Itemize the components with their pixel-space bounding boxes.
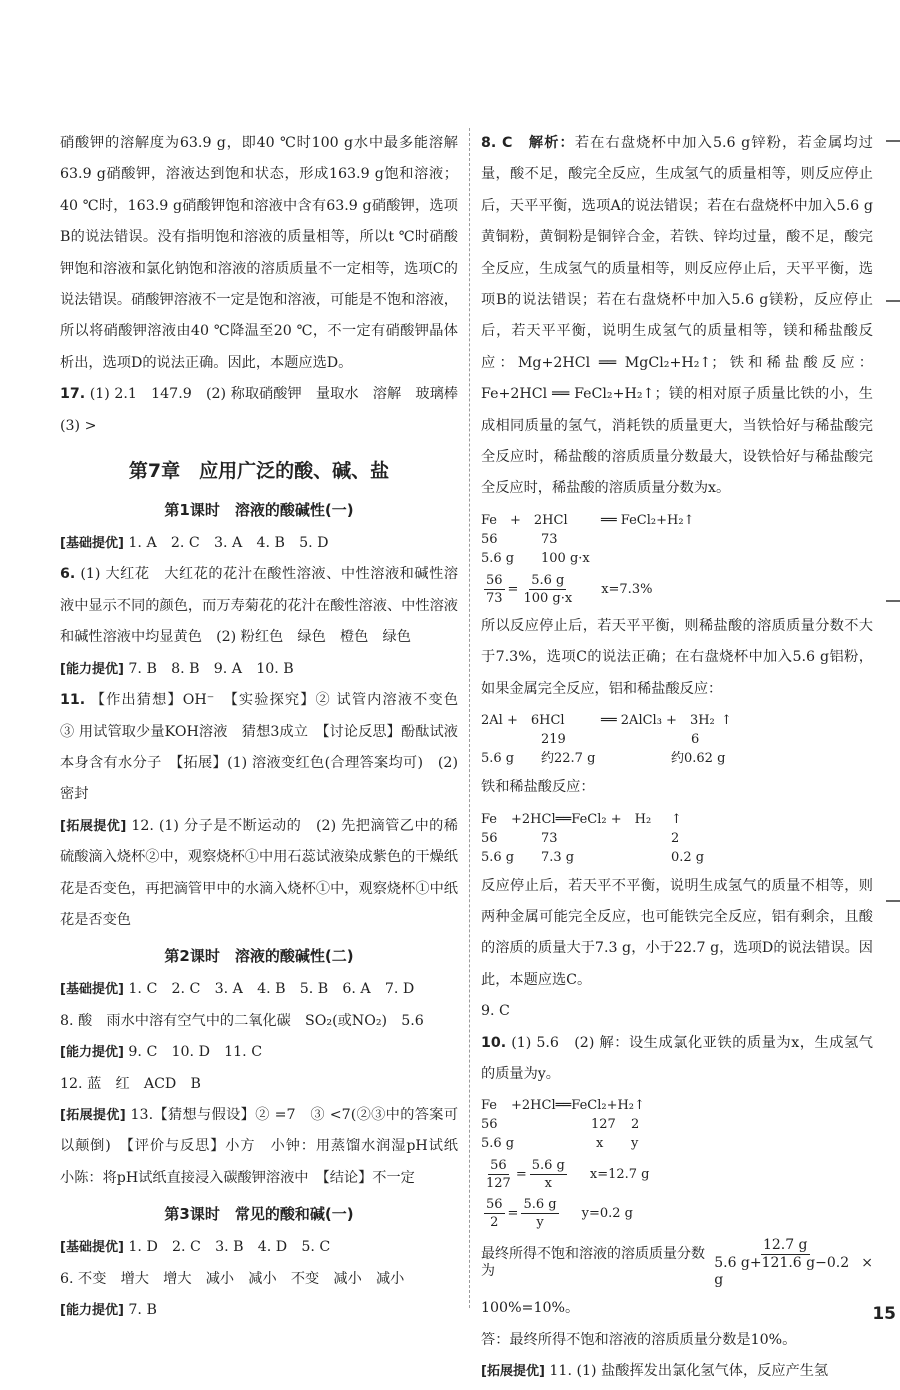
answer-line — [481, 1356, 873, 1387]
equation-block — [481, 511, 873, 568]
left-column — [60, 128, 473, 1326]
answer-text: 1. C 2. C 3. A 4. B 5. B 6. A 7. D — [128, 981, 415, 998]
equation-text: ↑ — [721, 713, 732, 729]
proportion-equation: $\frac{56}{2}$ = $\frac{5.6 g}{y}$ y=0.2 g — [486, 1197, 633, 1231]
equation-text: 约22.7 g — [541, 751, 596, 767]
lesson-title: 第2课时 溶液的酸碱性(二) — [164, 947, 354, 966]
answer-line: 答：最终所得不饱和溶液的溶质质量分数是10%。 — [481, 1331, 797, 1348]
answer-line: 9. C — [481, 1003, 510, 1020]
section-tag: [拓展提优] — [60, 818, 127, 834]
equation-text: ══ 2AlCl₃ + 3H₂ — [601, 713, 715, 729]
equation-text: 5.6 g — [481, 550, 515, 566]
calc-text: 最终所得不饱和溶液的溶质质量分数为 — [481, 1246, 705, 1280]
equation-text: 56 — [481, 1117, 498, 1133]
answer-line — [60, 1037, 458, 1068]
equation-text: Fe — [481, 1098, 498, 1114]
denominator: 73 — [486, 590, 503, 606]
numerator: 56 — [486, 572, 503, 588]
answer-line: 12. 蓝 红 ACD B — [60, 1075, 201, 1092]
answer-text: 7. B 8. B 9. A 10. B — [128, 660, 294, 677]
section-tag: [基础提优] — [60, 536, 124, 552]
numerator: 5.6 g — [531, 1158, 565, 1174]
equation-text: 6 — [691, 732, 700, 748]
question-17 — [60, 379, 473, 442]
answer-line: 8. 酸 雨水中溶有空气中的二氧化碳 SO₂(或NO₂) 5.6 — [60, 1012, 424, 1029]
answer-line — [60, 974, 458, 1005]
answer-text: 1. D 2. C 3. B 4. D 5. C — [128, 1239, 331, 1256]
equation-text: Fe + 2HCl — [481, 512, 568, 528]
equation-block — [481, 1096, 873, 1153]
section-tag: [基础提优] — [60, 982, 124, 998]
fraction — [484, 572, 505, 607]
answer-text: 【作出猜想】OH⁻ 【实验探究】② 试管内溶液不变色 ③ 用试管取少量KOH溶液 猜想3成立 【讨论反思】酚酞试液本身含有水分子 【拓展】(1) 溶液变红色(合理答案均可) (2) 密封 — [60, 692, 473, 803]
question-6 — [60, 559, 458, 653]
question-number: 17. — [60, 386, 86, 403]
numerator: 12.7 g — [762, 1237, 808, 1254]
lesson-title: 第3课时 常见的酸和碱(一) — [164, 1205, 354, 1224]
equation-text: 5.6 g — [481, 751, 515, 767]
fraction — [484, 1196, 505, 1231]
fraction — [521, 1196, 558, 1231]
paragraph: 硝酸钾的溶解度为63.9 g，即40 ℃时100 g水中最多能溶解63.9 g硝酸钾，溶液达到饱和状态，形成163.9 g饱和溶液；40 ℃时，163.9 g硝酸钾饱和溶液中含有63.9 g硝酸钾，选项B的说法错误。没有指明饱和溶液的质量相等，所以t ℃时硝酸钾饱和溶液和氯化钠饱和溶液的溶质质量不一定相等，选项C的说法错误。硝酸钾溶液不一定是饱和溶液，可能是不饱和溶液，所以将硝酸钾溶液由40 ℃降温至20 ℃，不一定有硝酸钾晶体析出，选项D的说法正确。因此，本题应选D。 — [60, 135, 458, 371]
paragraph: 所以反应停止后，若天平平衡，则稀盐酸的溶质质量分数不大于7.3%，选项C的说法正确；在右盘烧杯中加入5.6 g铝粉，如果金属完全反应，铝和稀盐酸反应： — [481, 617, 873, 697]
right-column — [481, 128, 873, 1388]
equation-result: y=0.2 g — [581, 1206, 633, 1222]
answer-text: 9. C 10. D 11. C — [128, 1044, 263, 1061]
equation-text: 56 — [481, 531, 498, 547]
answer-text: 若在右盘烧杯中加入5.6 g锌粉，若金属均过量，酸不足，酸完全反应，生成氢气的质量相等，则反应停止后，天平平衡，选项A的说法错误；若在右盘烧杯中加入5.6 g黄铜粉，黄铜粉是铜锌合金，若铁、锌均过量，酸不足，酸完全反应，生成氢气的质量相等，则反应停止后，天平平衡，选项B的说法错误；若在右盘烧杯中加入5.6 g镁粉，反应停止后，若天平平衡，说明生成氢气的质量相等，镁和稀盐酸反应：Mg+2HCl ══ MgCl₂+H₂↑；铁和稀盐酸反应：Fe+2HCl ══ FeCl₂+H₂↑；镁的相对原子质量比铁的小，生成相同质量的氢气，消耗铁的质量更大，当铁恰好与稀盐酸完全反应时，稀盐酸的溶质质量分数最大，设铁恰好与稀盐酸完全反应时，稀盐酸的溶质质量分数为x。 — [481, 135, 873, 497]
paragraph: 反应停止后，若天平不平衡，说明生成氢气的质量不相等，则两种金属可能完全反应，也可能铁完全反应，铝有剩余，且酸的溶质的质量大于7.3 g，小于22.7 g，选项D的说法错误。因此，本题应选C。 — [481, 877, 873, 988]
equation-result: x=12.7 g — [589, 1167, 650, 1183]
equation-text: +2HCl══FeCl₂+H₂↑ — [511, 1098, 645, 1114]
denominator: 2 — [490, 1215, 499, 1231]
question-10 — [481, 1028, 873, 1091]
column-divider — [469, 128, 470, 1308]
page-edge-mark — [886, 300, 900, 302]
denominator: 5.6 g+121.6 g−0.2 g — [714, 1255, 850, 1289]
answer-text: 1. A 2. C 3. A 4. B 5. D — [128, 535, 329, 552]
equation-text: 127 — [591, 1117, 616, 1133]
chapter-title: 第7章 应用广泛的酸、碱、盐 — [128, 460, 390, 483]
equation-text: 5.6 g — [481, 1136, 515, 1152]
question-11 — [60, 685, 473, 811]
question-number: 6. — [60, 566, 76, 583]
numerator: 5.6 g — [531, 572, 565, 588]
answer-text: (1) 大红花 大红花的花汁在酸性溶液、中性溶液和碱性溶液中显示不同的颜色，而万寿菊花的花汁在酸性溶液、中性溶液和碱性溶液中均显黄色 (2) 粉红色 绿色 橙色 绿色 — [60, 566, 459, 646]
equation-text: 0.2 g — [671, 849, 705, 865]
equation-text: ↑ — [671, 811, 682, 827]
denominator: y — [536, 1215, 544, 1231]
equation-text: 219 — [541, 732, 566, 748]
question-number: 11. — [60, 692, 86, 709]
section-tag: [基础提优] — [60, 1240, 124, 1256]
answer-text: 12. (1) 分子是不断运动的 (2) 先把滴管乙中的稀硫酸滴入烧杯②中，观察烧杯①中用石蕊试液染成紫色的干燥纸花是否变色，再把滴管甲中的水滴入烧杯①中，观察烧杯①中纸花是否变色 — [60, 817, 458, 928]
denominator: 100 g·x — [523, 590, 573, 606]
answer-text: 13.【猜想与假设】② =7 ③ <7(②③中的答案可以颠倒) 【评价与反思】小方 小钟：用蒸馏水润湿pH试纸 小陈：将pH试纸直接浸入碳酸钾溶液中 【结论】不一定 — [60, 1106, 473, 1186]
paragraph: 铁和稀盐酸反应： — [481, 779, 595, 796]
answer-line: 6. 不变 增大 增大 减小 减小 不变 减小 减小 — [60, 1270, 405, 1287]
final-calculation — [481, 1237, 873, 1289]
times-sign: × — [861, 1254, 873, 1271]
page-edge-mark — [886, 140, 900, 142]
numerator: 56 — [490, 1158, 507, 1174]
equation-text: y — [631, 1136, 639, 1152]
equation-text: Fe — [481, 811, 498, 827]
question-8 — [481, 128, 873, 505]
equation-text: 56 — [481, 830, 498, 846]
answer-text: 7. B — [128, 1302, 157, 1318]
answer-line — [60, 1295, 458, 1326]
answer-text: 11. (1) 盐酸挥发出氯化氢气体，反应产生氢 — [549, 1363, 829, 1380]
numerator: 5.6 g — [523, 1197, 557, 1213]
equation-text: 5.6 g — [481, 849, 515, 865]
answer-head: C 解析： — [501, 135, 575, 151]
numerator: 56 — [486, 1197, 503, 1213]
page-edge-mark — [886, 600, 900, 602]
equation-text — [481, 730, 541, 749]
question-number: 10. — [481, 1034, 507, 1051]
fraction — [521, 572, 574, 607]
equation-text: 约0.62 g — [671, 751, 726, 767]
equation-result: x=7.3% — [601, 581, 653, 597]
fraction — [530, 1157, 567, 1192]
section-tag: [拓展提优] — [481, 1364, 545, 1380]
equation-text: 100 g·x — [541, 550, 590, 566]
equation-block — [481, 711, 873, 768]
section-tag: [拓展提优] — [60, 1107, 126, 1123]
section-tag: [能力提优] — [60, 1303, 124, 1318]
answer-line: 100%=10%。 — [481, 1300, 580, 1317]
lesson-title: 第1课时 溶液的酸碱性(一) — [164, 501, 354, 520]
proportion-equation: $\frac{56}{127}$ = $\frac{5.6 g}{x}$ x=12.7 g — [486, 1158, 650, 1192]
answer-line — [60, 528, 458, 559]
equation-block — [481, 810, 873, 867]
equation-text: 2 — [631, 1117, 640, 1133]
answer-text: (1) 2.1 147.9 (2) 称取硝酸钾 量取水 溶解 玻璃棒 (3) > — [60, 386, 473, 434]
equation-text: 73 — [541, 531, 558, 547]
answer-line — [60, 811, 458, 937]
equation-text: 73 — [541, 830, 558, 846]
question-number: 8. — [481, 135, 497, 151]
denominator: 127 — [486, 1176, 511, 1192]
answer-line — [60, 654, 458, 685]
fraction — [712, 1237, 858, 1289]
equation-text: +2HCl══FeCl₂ + H₂ — [511, 811, 652, 827]
equation-text: 7.3 g — [541, 849, 575, 865]
section-tag: [能力提优] — [60, 661, 124, 677]
section-tag: [能力提优] — [60, 1045, 124, 1061]
equation-text: 2 — [671, 830, 680, 846]
proportion-equation: $\frac{56}{73}$ = $\frac{5.6 g}{100 g\cdot x}$ x=7.3% — [486, 572, 653, 606]
denominator: x — [544, 1176, 552, 1192]
answer-line — [60, 1100, 473, 1194]
answer-text: (1) 5.6 (2) 解：设生成氯化亚铁的质量为x，生成氢气的质量为y。 — [481, 1034, 873, 1082]
equation-text: x — [596, 1136, 604, 1152]
page-edge-mark — [886, 900, 900, 902]
fraction — [484, 1157, 513, 1192]
page-number: 15 — [872, 1304, 896, 1324]
equation-text: 2Al + 6HCl — [481, 713, 565, 729]
equation-text: ══ FeCl₂+H₂↑ — [601, 512, 695, 528]
answer-line — [60, 1232, 458, 1263]
